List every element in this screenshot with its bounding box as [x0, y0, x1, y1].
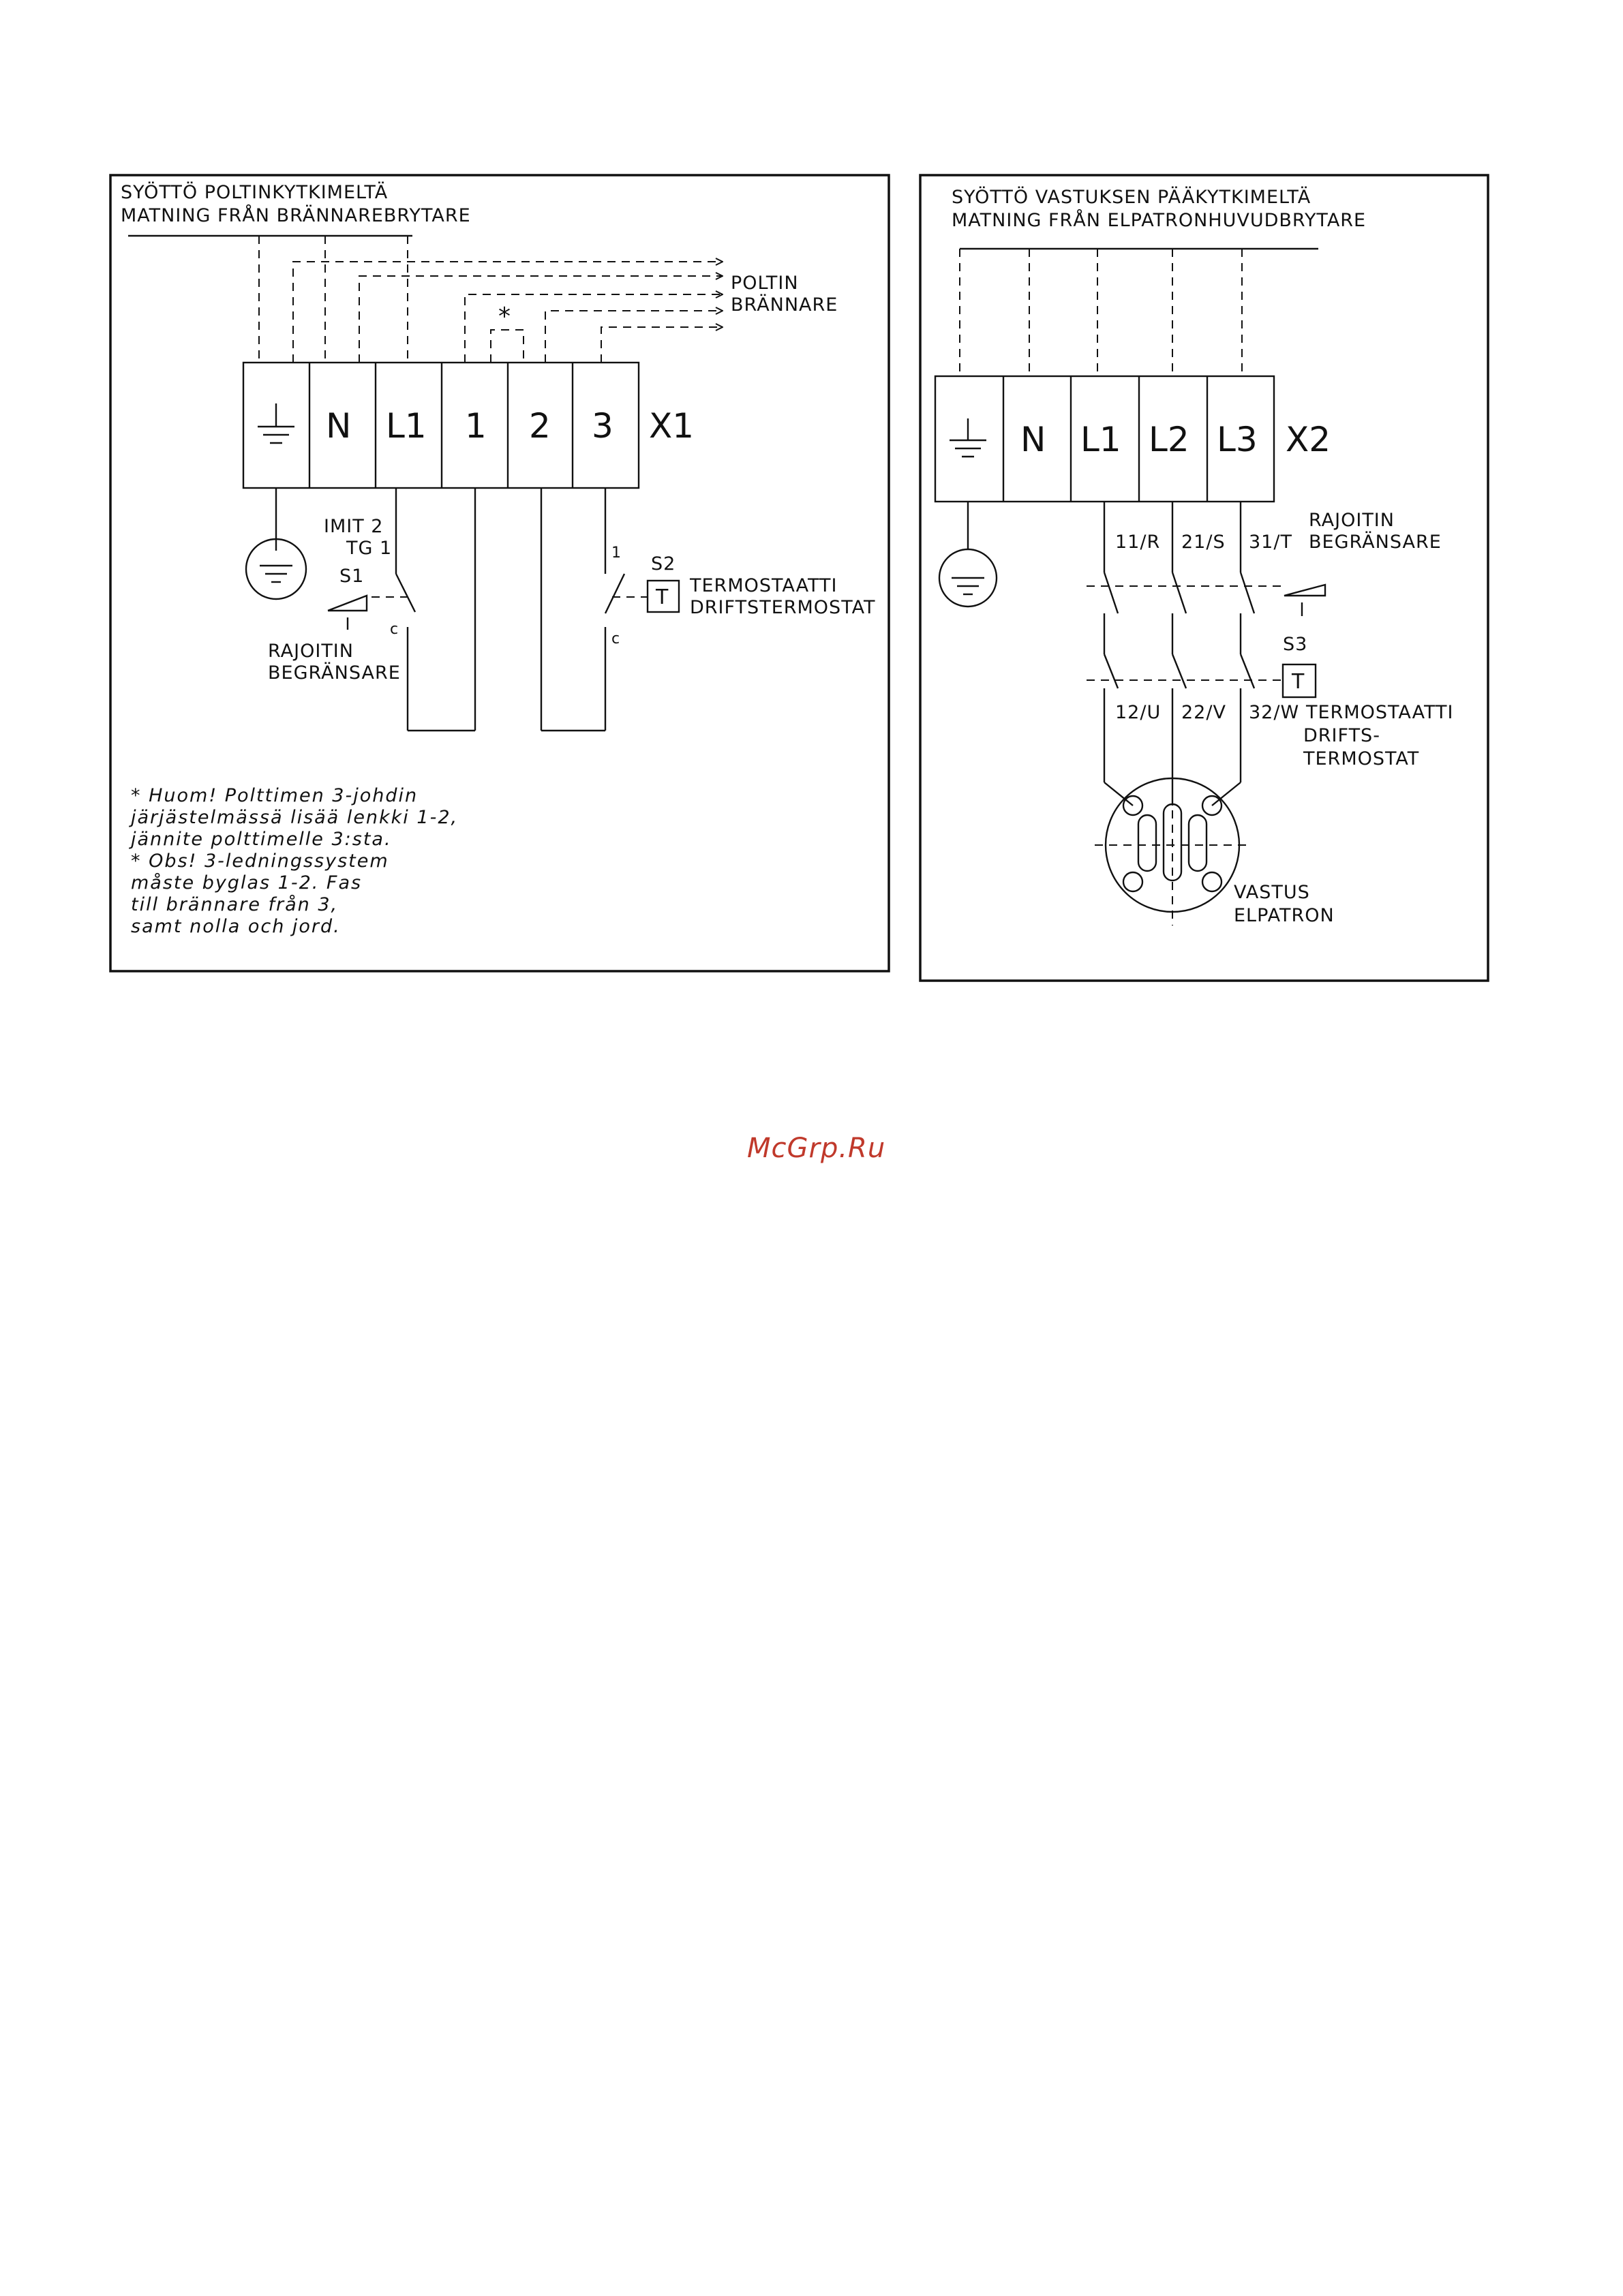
terminal-n: N — [326, 406, 352, 446]
s2-pin-c: c — [611, 630, 621, 647]
contact-label: 32/W — [1249, 702, 1300, 723]
right-thermostat-label-fi: TERMOSTAATTI — [1306, 702, 1454, 723]
note-line: * Obs! 3-ledningssystem — [131, 851, 389, 872]
watermark: McGrp.Ru — [747, 1133, 886, 1164]
right-limiter-label-sv: BEGRÄNSARE — [1309, 532, 1442, 553]
earth-terminal-icon — [950, 418, 986, 457]
tg-label: TG 1 — [346, 538, 393, 559]
jumper-asterisk: * — [498, 303, 511, 331]
strip-label-x1: X1 — [649, 406, 695, 446]
note-line: jännite polttimelle 3:sta. — [131, 829, 392, 850]
limiter-contacts — [1087, 502, 1325, 654]
contact-label: 31/T — [1249, 532, 1292, 553]
terminal-l1: L1 — [386, 406, 427, 446]
s1-pin-c: c — [390, 621, 399, 638]
thermostat-symbol: T — [656, 585, 669, 609]
terminal-strip-x2 — [935, 376, 1274, 502]
earth-ground-icon — [246, 488, 306, 599]
right-title-fi: SYÖTTÖ VASTUKSEN PÄÄKYTKIMELTÄ — [952, 187, 1311, 208]
terminal-l2-2: L2 — [1149, 420, 1189, 459]
burner-dash-l1 — [359, 276, 723, 363]
right-thermostat-label-sv1: DRIFTS- — [1303, 725, 1380, 746]
terminal-strip-x1 — [243, 363, 639, 488]
heater-label-sv: ELPATRON — [1234, 905, 1335, 926]
note-line: till brännare från 3, — [131, 894, 339, 915]
strip-label-x2: X2 — [1286, 420, 1331, 459]
burner-dash-2 — [545, 311, 723, 363]
terminal-2: 2 — [529, 406, 551, 446]
earth-ground-icon — [939, 502, 997, 607]
left-panel — [110, 175, 889, 971]
s2-label: S2 — [651, 553, 676, 575]
note-line: * Huom! Polttimen 3-johdin — [131, 785, 419, 806]
contact-label: 12/U — [1115, 702, 1162, 723]
terminal-l1-2: L1 — [1080, 420, 1121, 459]
right-panel-frame — [920, 175, 1488, 981]
s2-pin-1: 1 — [611, 545, 622, 562]
terminal-n-2: N — [1020, 420, 1046, 459]
terminal-l3-2: L3 — [1217, 420, 1258, 459]
contact-label: 22/V — [1181, 702, 1226, 723]
burner-label-fi: POLTIN — [731, 273, 799, 294]
burner-dash-3 — [601, 327, 723, 363]
thermostat-switch-s2 — [541, 488, 679, 731]
note-line: samt nolla och jord. — [131, 916, 341, 937]
terminal-3: 3 — [592, 406, 613, 446]
note-line: måste byglas 1-2. Fas — [131, 872, 363, 893]
imit-label: IMIT 2 — [324, 516, 384, 537]
earth-terminal-icon — [258, 403, 294, 443]
right-title-sv: MATNING FRÅN ELPATRONHUVUDBRYTARE — [952, 210, 1367, 231]
limiter-label-fi: RAJOITIN — [268, 641, 354, 662]
left-note — [128, 785, 458, 937]
heater-label-fi: VASTUS — [1234, 882, 1310, 903]
s1-label: S1 — [339, 566, 365, 587]
s3-thermostat-symbol: T — [1292, 670, 1305, 694]
left-title-fi: SYÖTTÖ POLTINKYTKIMELTÄ — [121, 182, 389, 203]
right-limiter-label-fi: RAJOITIN — [1309, 510, 1395, 531]
contact-label: 11/R — [1115, 532, 1161, 553]
thermostat-label-fi: TERMOSTAATTI — [690, 575, 838, 596]
right-panel — [920, 175, 1488, 981]
left-title-sv: MATNING FRÅN BRÄNNAREBRYTARE — [121, 205, 471, 226]
heater-element-icon — [1095, 767, 1250, 925]
limiter-label-sv: BEGRÄNSARE — [268, 662, 401, 684]
contact-label: 21/S — [1181, 532, 1226, 553]
s3-label: S3 — [1283, 634, 1308, 655]
burner-label-sv: BRÄNNARE — [731, 294, 838, 316]
right-thermostat-label-sv2: TERMOSTAT — [1303, 748, 1420, 769]
thermostat-label-sv: DRIFTSTERMOSTAT — [690, 597, 876, 618]
jumper-1-2 — [491, 330, 524, 363]
terminal-1: 1 — [465, 406, 487, 446]
note-line: järjästelmässä lisää lenkki 1-2, — [131, 807, 459, 828]
